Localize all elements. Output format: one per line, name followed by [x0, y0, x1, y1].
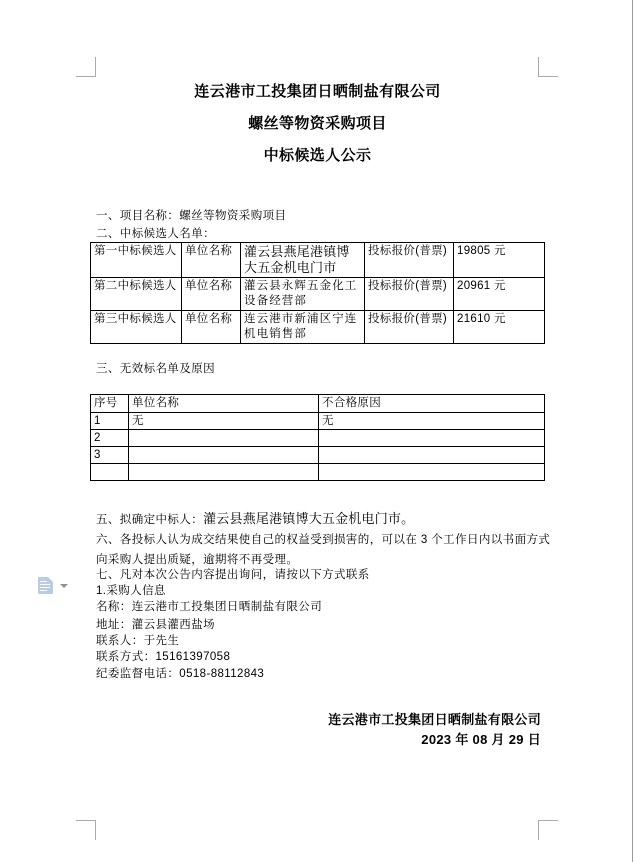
reason-cell — [319, 464, 545, 481]
price-cell: 20961 元 — [454, 278, 545, 311]
price-cell: 21610 元 — [454, 311, 545, 344]
table-row — [91, 447, 545, 464]
buyer-info-heading: 1.采购人信息 — [96, 585, 166, 597]
awarded-bidder-name: 灌云县燕尾港镇博大五金机电门市。 — [203, 511, 415, 526]
price-label-cell: 投标报价(普票) — [365, 311, 454, 344]
unit-name-cell: 连云港市新浦区宁连机电销售部 — [241, 311, 365, 344]
section-objection-clause: 六、各投标人认为成交结果使自己的权益受到损害的，可以在 3 个工作日内以书面方式向采购人提出质疑，逾期将不再受理。 — [96, 534, 551, 566]
buyer-supervision-line: 纪委监督电话：0518-88112843 — [96, 668, 265, 680]
table-row — [91, 243, 545, 278]
mark-line-vertical — [95, 57, 96, 77]
reason-cell: 无 — [319, 413, 545, 430]
buyer-phone-line: 联系方式：15161397058 — [96, 651, 231, 663]
mark-line-horizontal — [538, 820, 558, 821]
table-row — [91, 464, 545, 481]
doc-line — [40, 590, 47, 591]
col-header-index: 序号 — [91, 395, 129, 413]
mark-line-horizontal — [76, 76, 96, 77]
index-cell: 3 — [91, 447, 129, 464]
doc-line — [40, 581, 47, 582]
mark-line-vertical — [538, 820, 539, 840]
buyer-address-line: 地址：灌云县灌西盐场 — [96, 619, 215, 631]
mark-line-vertical — [538, 57, 539, 77]
table-row — [91, 311, 545, 344]
table-row — [91, 413, 545, 430]
section-candidate-list: 二、中标候选人名单： — [96, 228, 215, 240]
paste-options-icon[interactable] — [38, 577, 53, 594]
awarded-bidder-label: 五、拟确定中标人： — [96, 514, 204, 526]
unit-name-cell: 灌云县燕尾港镇博大五金机电门市 — [241, 243, 365, 278]
section-project-name: 一、项目名称：螺丝等物资采购项目 — [96, 210, 287, 222]
doc-title-company: 连云港市工投集团日晒制盐有限公司 — [194, 83, 441, 100]
candidate-rank-cell: 第二中标候选人 — [91, 278, 182, 311]
signature-company: 连云港市工投集团日晒制盐有限公司 — [328, 712, 541, 727]
page-fold-corner — [48, 577, 53, 582]
mark-line-horizontal — [538, 76, 558, 77]
index-cell: 1 — [91, 413, 129, 430]
unit-cell: 无 — [129, 413, 319, 430]
section-invalid-bids: 三、无效标名单及原因 — [96, 363, 215, 375]
unit-label-cell: 单位名称 — [182, 243, 241, 278]
doc-title-project: 螺丝等物资采购项目 — [248, 115, 387, 132]
unit-label-cell: 单位名称 — [182, 278, 241, 311]
candidate-rank-cell: 第一中标候选人 — [91, 243, 182, 278]
section-awarded-bidder — [96, 511, 414, 528]
doc-line — [40, 587, 50, 588]
price-cell: 19805 元 — [454, 243, 545, 278]
price-label-cell: 投标报价(普票) — [365, 243, 454, 278]
buyer-contact-line: 联系人：于先生 — [96, 635, 180, 647]
col-header-unit: 单位名称 — [129, 395, 319, 413]
buyer-name-line: 名称：连云港市工投集团日晒制盐有限公司 — [96, 601, 323, 613]
table-row — [91, 278, 545, 311]
table-row — [91, 430, 545, 447]
col-header-reason: 不合格原因 — [319, 395, 545, 413]
section-inquiry-clause: 七、凡对本次公告内容提出询问，请按以下方式联系 — [96, 569, 370, 581]
doc-title-notice: 中标候选人公示 — [263, 147, 372, 164]
unit-label-cell: 单位名称 — [182, 311, 241, 344]
table-header-row — [91, 395, 545, 413]
candidate-table — [90, 242, 545, 344]
unit-cell — [129, 447, 319, 464]
mark-line-horizontal — [76, 820, 96, 821]
invalid-bid-table — [90, 394, 545, 481]
chevron-down-icon[interactable] — [60, 584, 68, 588]
signature-block — [328, 710, 541, 749]
mark-line-vertical — [95, 820, 96, 840]
reason-cell — [319, 430, 545, 447]
index-cell: 2 — [91, 430, 129, 447]
unit-cell — [129, 430, 319, 447]
reason-cell — [319, 447, 545, 464]
candidate-rank-cell: 第三中标候选人 — [91, 311, 182, 344]
signature-date: 2023 年 08 月 29 日 — [421, 731, 541, 747]
price-label-cell: 投标报价(普票) — [365, 278, 454, 311]
page-edge-line — [632, 0, 633, 862]
unit-name-cell: 灌云县永辉五金化工设备经营部 — [241, 278, 365, 311]
doc-line — [40, 584, 50, 585]
unit-cell — [129, 464, 319, 481]
index-cell — [91, 464, 129, 481]
